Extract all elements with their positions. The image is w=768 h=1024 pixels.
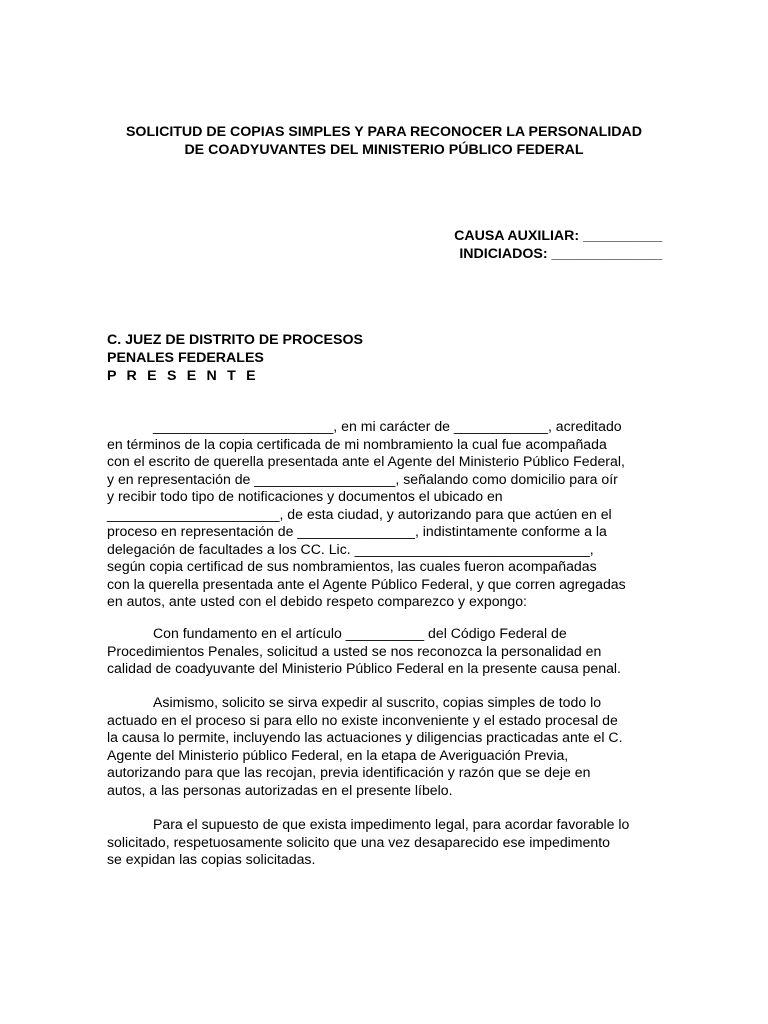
paragraph-line: Asimismo, solicito se sirva expedir al suscrito, copias simples de todo lo: [153, 694, 602, 710]
paragraph-line: proceso en representación de _______________, indistintamente conforme a la: [107, 523, 607, 539]
title-line-1: SOLICITUD DE COPIAS SIMPLES Y PARA RECONOCER LA PERSONALIDAD: [125, 124, 643, 140]
document-title: [100, 123, 668, 159]
paragraph-line: [107, 418, 661, 436]
paragraph-line: y recibir todo tipo de notificaciones y documentos el ubicado en: [107, 488, 503, 504]
paragraph-line: y en representación de __________________, señalando como domicilio para oír: [107, 470, 618, 487]
paragraph-line: en autos, ante usted con el debido respeto comparezco y expongo:: [107, 593, 527, 609]
paragraph-line: delegación de facultades a los CC. Lic. ______________________________,: [107, 540, 594, 557]
addressee-line-1: C. JUEZ DE DISTRITO DE PROCESOS: [107, 332, 363, 348]
paragraph-line: Para el supuesto de que exista impedimento legal, para acordar favorable lo: [153, 816, 630, 832]
paragraph-copies-request: [107, 694, 661, 799]
paragraph-line: autorizando para que las recojan, previa identificación y razón que se deje en: [107, 764, 591, 780]
paragraph-line: Con fundamento en el artículo __________ del Código Federal de: [153, 625, 567, 641]
addressee-line-2: PENALES FEDERALES: [107, 350, 264, 366]
addressee-block: [107, 331, 363, 385]
paragraph-line: autos, a las personas autorizadas en el presente líbelo.: [107, 781, 453, 798]
line-text: _______________________, en mi carácter de ____________, acreditado: [153, 418, 622, 434]
paragraph-line: con la querella presentada ante el Agente Público Federal, y que corren agregadas: [107, 575, 626, 592]
paragraph-line: con el escrito de querella presentada ante el Agente del Ministerio Público Federal,: [107, 453, 625, 469]
indiciados-field: INDICIADOS: ______________: [459, 246, 662, 262]
case-reference-block: [454, 227, 662, 263]
paragraph-line: Procedimientos Penales, solicitud a usted se nos reconozca la personalidad en: [107, 642, 602, 659]
paragraph-introduction: [107, 418, 661, 611]
causa-auxiliar-field: CAUSA AUXILIAR: __________: [454, 228, 662, 244]
paragraph-line: solicitado, respetuosamente solicito que una vez desaparecido ese impedimento: [107, 833, 610, 850]
paragraph-line: Agente del Ministerio público Federal, en la etapa de Averiguación Previa,: [107, 746, 569, 763]
addressee-presente: P R E S E N T E: [107, 368, 259, 384]
paragraph-line: calidad de coadyuvante del Ministerio Público Federal en la presente causa penal.: [107, 660, 621, 676]
paragraph-line: se expidan las copias solicitadas.: [107, 851, 316, 867]
paragraph-line: en términos de la copia certificada de mi nombramiento la cual fue acompañada: [107, 435, 607, 452]
paragraph-line: la causa lo permite, incluyendo las actuaciones y diligencias practicadas ante el C.: [107, 729, 623, 745]
paragraph-impediment: [107, 816, 661, 869]
paragraph-legal-basis: [107, 625, 661, 678]
paragraph-line: ______________________, de esta ciudad, y autorizando para que actúen en el: [107, 505, 612, 522]
paragraph-line: actuado en el proceso si para ello no existe inconveniente y el estado procesal de: [107, 711, 618, 728]
title-line-2: DE COADYUVANTES DEL MINISTERIO PÚBLICO FEDERAL: [184, 142, 584, 158]
paragraph-line: según copia certificad de sus nombramientos, las cuales fueron acompañadas: [107, 558, 597, 574]
